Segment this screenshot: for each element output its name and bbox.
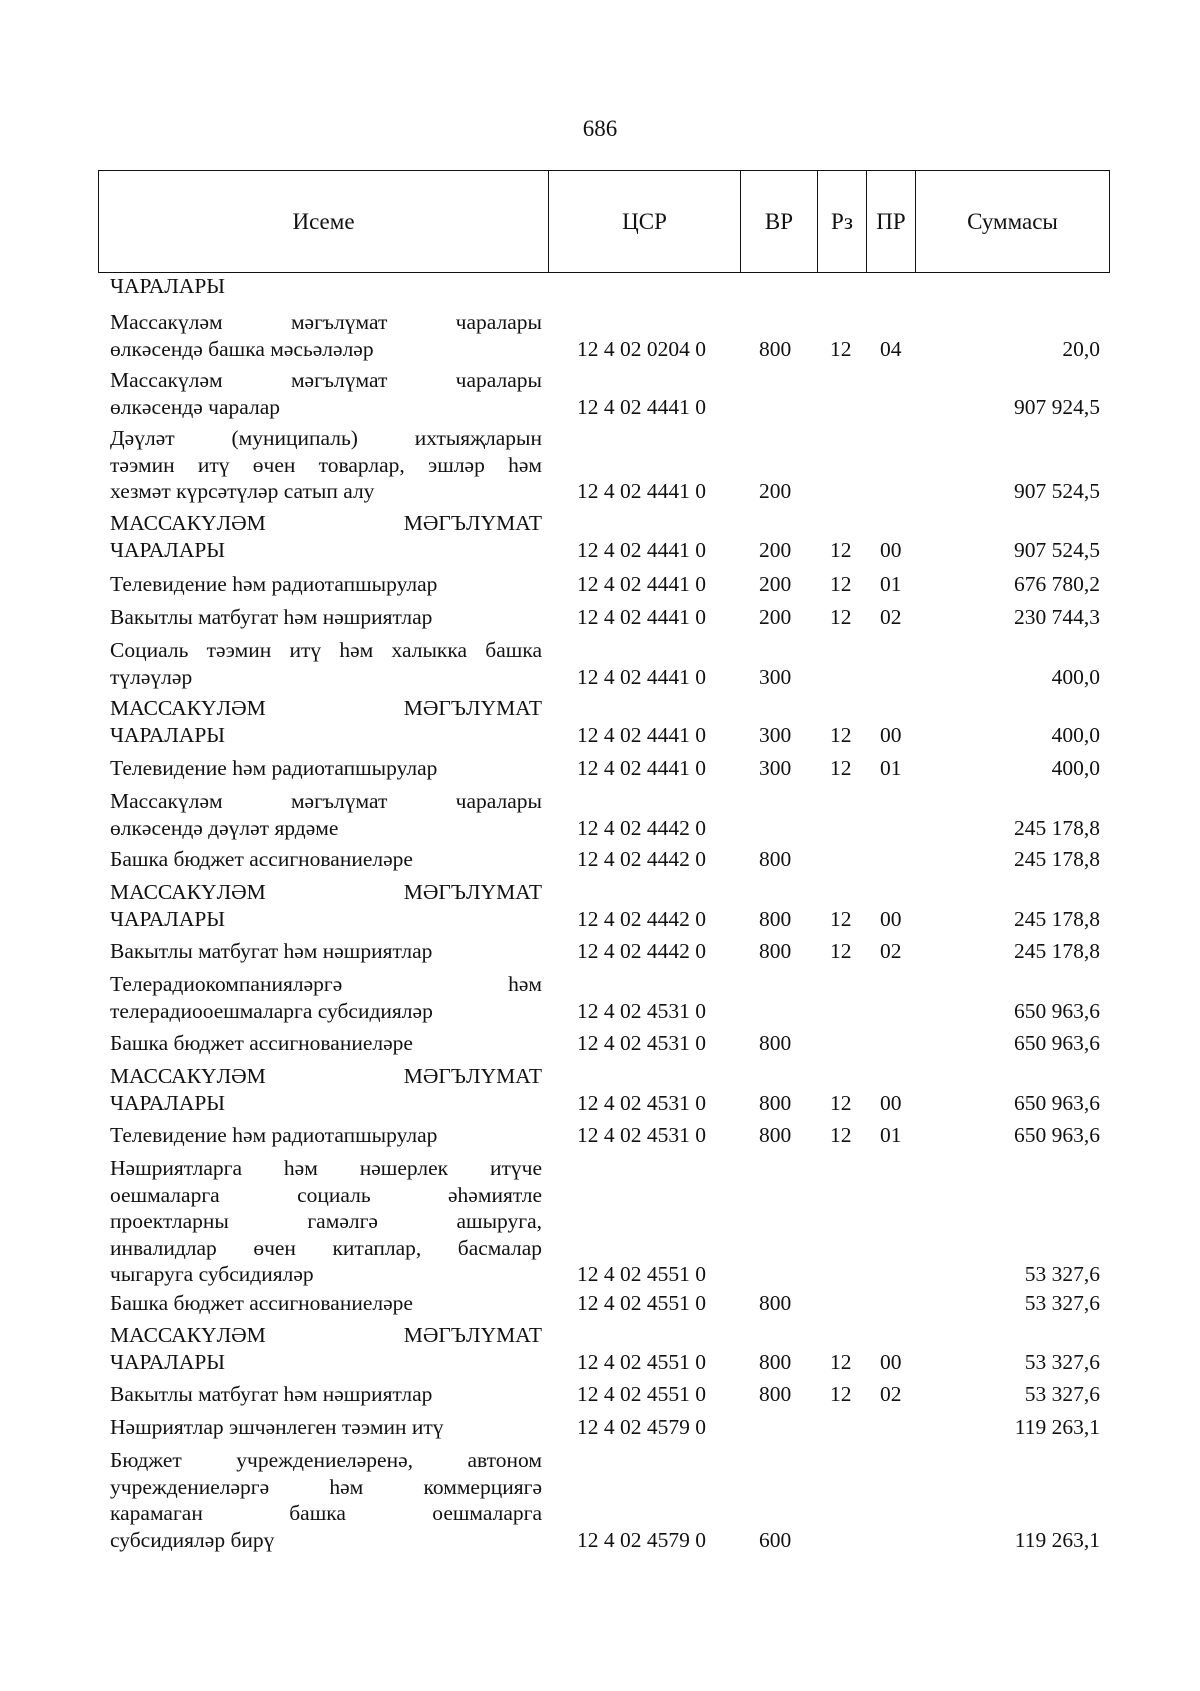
- row-vr: 200: [759, 479, 792, 503]
- row-pr: 02: [880, 939, 902, 963]
- row-name-line: тәэмин итү өчен товарлар, эшләр һәм: [110, 452, 542, 477]
- row-csr: 12 4 02 4441 0: [577, 664, 706, 689]
- row-name-line: Башка бюджет ассигнованиеләре: [110, 847, 413, 871]
- row-name-line: проектларны гамәлгә ашыруга,: [110, 1209, 542, 1233]
- row-sum: 907 524,5: [1014, 537, 1100, 562]
- row-name: [110, 273, 542, 300]
- row-name-line: МАССАКҮЛӘМ МӘГЪЛҮМАТ: [110, 511, 542, 535]
- table-row: [0, 755, 1200, 782]
- table-row: [0, 637, 1200, 690]
- row-name-line: ЧАРАЛАРЫ: [110, 1090, 226, 1115]
- row-name-line: учреждениеләргә һәм коммерциягә: [110, 1474, 542, 1499]
- row-name: [110, 1030, 542, 1057]
- row-vr: 800: [759, 906, 792, 931]
- row-name-line: Нәшриятлар эшчәнлеген тәэмин итү: [110, 1415, 444, 1439]
- row-rz: 12: [830, 1349, 852, 1374]
- row-vr: 800: [759, 939, 792, 963]
- row-sum: 53 327,6: [1024, 1382, 1100, 1406]
- row-sum: 119 263,1: [1014, 1527, 1100, 1552]
- row-rz: 12: [830, 906, 852, 931]
- row-name: [110, 695, 542, 748]
- row-vr: 800: [759, 847, 792, 871]
- table-row: [0, 1414, 1200, 1441]
- row-pr: 00: [880, 1090, 902, 1115]
- row-name: [110, 571, 542, 598]
- table-row: [0, 1155, 1200, 1288]
- row-sum: 400,0: [1051, 664, 1100, 689]
- row-sum: 53 327,6: [1024, 1262, 1100, 1286]
- row-name: [110, 788, 542, 841]
- table-row: [0, 1122, 1200, 1149]
- row-pr: 00: [880, 537, 902, 562]
- row-sum: 650 963,6: [1014, 998, 1100, 1023]
- row-sum: 907 924,5: [1014, 394, 1100, 419]
- table-row: [0, 695, 1200, 748]
- row-name-line: өлкәсендә дәүләт ярдәме: [110, 815, 339, 840]
- row-name-line: карамаган башка оешмаларга: [110, 1501, 542, 1525]
- table-row: [0, 1063, 1200, 1116]
- row-rz: 12: [830, 336, 852, 361]
- row-name-line: МАССАКҮЛӘМ МӘГЪЛҮМАТ: [110, 880, 542, 904]
- row-name-line: ЧАРАЛАРЫ: [110, 1349, 226, 1374]
- row-name: [110, 938, 542, 965]
- row-name-line: МАССАКҮЛӘМ МӘГЪЛҮМАТ: [110, 1064, 542, 1088]
- row-name-line: Массакүләм мәгълүмат чаралары: [110, 368, 542, 392]
- table-row: [0, 1381, 1200, 1408]
- row-csr: 12 4 02 4442 0: [577, 939, 706, 963]
- row-rz: 12: [830, 572, 852, 596]
- row-name-line: Телевидение һәм радиотапшырулар: [110, 572, 438, 596]
- row-name-line: ЧАРАЛАРЫ: [110, 906, 226, 931]
- row-sum: 20,0: [1062, 336, 1100, 361]
- row-name-line: оешмаларга социаль әһәмиятле: [110, 1182, 542, 1207]
- row-name: [110, 510, 542, 563]
- table-row: [0, 425, 1200, 505]
- row-csr: 12 4 02 4442 0: [577, 815, 706, 840]
- row-name-line: түләүләр: [110, 664, 193, 689]
- row-vr: 200: [759, 537, 792, 562]
- header-name: Исеме: [99, 171, 549, 272]
- row-pr: 01: [880, 1123, 902, 1147]
- table-row: [0, 938, 1200, 965]
- row-name: [110, 755, 542, 782]
- row-name-line: Бюджет учреждениеләренә, автоном: [110, 1448, 542, 1472]
- row-name-line: телерадиооешмаларга субсидияләр: [110, 998, 433, 1023]
- table-row: [0, 846, 1200, 873]
- row-sum: 907 524,5: [1014, 479, 1100, 503]
- row-vr: 200: [759, 605, 792, 629]
- header-csr: ЦСР: [549, 171, 741, 272]
- table-row: [0, 273, 1200, 300]
- row-name: [110, 1381, 542, 1408]
- header-vr: ВР: [741, 171, 818, 272]
- row-rz: 12: [830, 939, 852, 963]
- row-csr: 12 4 02 4531 0: [577, 998, 706, 1023]
- row-name-line: өлкәсендә башка мәсьәләләр: [110, 336, 374, 361]
- row-pr: 00: [880, 906, 902, 931]
- row-rz: 12: [830, 605, 852, 629]
- row-name: [110, 1447, 542, 1553]
- row-sum: 400,0: [1051, 756, 1100, 780]
- row-csr: 12 4 02 4441 0: [577, 572, 706, 596]
- row-vr: 200: [759, 572, 792, 596]
- table-row: [0, 1030, 1200, 1057]
- row-name-line: Телевидение һәм радиотапшырулар: [110, 1123, 438, 1147]
- row-name-line: ЧАРАЛАРЫ: [110, 537, 226, 562]
- row-pr: 01: [880, 572, 902, 596]
- row-name: [110, 425, 542, 505]
- row-sum: 245 178,8: [1014, 847, 1100, 871]
- row-csr: 12 4 02 4551 0: [577, 1349, 706, 1374]
- table-row: [0, 309, 1200, 362]
- row-csr: 12 4 02 4579 0: [577, 1415, 706, 1439]
- row-rz: 12: [830, 756, 852, 780]
- row-sum: 245 178,8: [1014, 906, 1100, 931]
- row-rz: 12: [830, 1123, 852, 1147]
- page-number: 686: [582, 116, 618, 141]
- row-csr: 12 4 02 4441 0: [577, 605, 706, 629]
- row-name-line: МАССАКҮЛӘМ МӘГЪЛҮМАТ: [110, 696, 542, 720]
- row-sum: 245 178,8: [1014, 939, 1100, 963]
- row-sum: 230 744,3: [1014, 605, 1100, 629]
- row-name-line: Вакытлы матбугат һәм нәшриятлар: [110, 1382, 433, 1406]
- row-csr: 12 4 02 4551 0: [577, 1382, 706, 1406]
- row-vr: 800: [759, 1090, 792, 1115]
- row-vr: 800: [759, 1349, 792, 1374]
- table-row: [0, 604, 1200, 631]
- row-vr: 300: [759, 756, 792, 780]
- row-pr: 02: [880, 1382, 902, 1406]
- header-pr: ПР: [867, 171, 916, 272]
- row-name-line: Массакүләм мәгълүмат чаралары: [110, 310, 542, 334]
- row-sum: 676 780,2: [1014, 572, 1100, 596]
- row-csr: 12 4 02 4441 0: [577, 722, 706, 747]
- table-header: [98, 170, 1110, 273]
- row-name-line: Башка бюджет ассигнованиеләре: [110, 1291, 413, 1315]
- row-vr: 800: [759, 1123, 792, 1147]
- row-name: [110, 879, 542, 932]
- row-name: [110, 1322, 542, 1375]
- row-vr: 300: [759, 722, 792, 747]
- row-csr: 12 4 02 4531 0: [577, 1031, 706, 1055]
- row-vr: 800: [759, 336, 792, 361]
- row-sum: 53 327,6: [1024, 1349, 1100, 1374]
- row-sum: 53 327,6: [1024, 1291, 1100, 1315]
- row-csr: 12 4 02 4441 0: [577, 479, 706, 503]
- row-sum: 650 963,6: [1014, 1123, 1100, 1147]
- table-row: [0, 1290, 1200, 1317]
- row-csr: 12 4 02 4442 0: [577, 906, 706, 931]
- header-sum: Суммасы: [967, 208, 1058, 234]
- row-rz: 12: [830, 722, 852, 747]
- row-vr: 800: [759, 1031, 792, 1055]
- row-name-line: хезмәт күрсәтүләр сатып алу: [110, 479, 375, 503]
- row-csr: 12 4 02 4551 0: [577, 1262, 706, 1286]
- row-vr: 800: [759, 1291, 792, 1315]
- row-name-line: Башка бюджет ассигнованиеләре: [110, 1031, 413, 1055]
- row-pr: 00: [880, 722, 902, 747]
- row-csr: 12 4 02 4441 0: [577, 537, 706, 562]
- row-name-line: Дәүләт (муниципаль) ихтыяҗларын: [110, 426, 542, 450]
- row-csr: 12 4 02 4441 0: [577, 756, 706, 780]
- row-sum: 245 178,8: [1014, 815, 1100, 840]
- row-name-line: чыгаруга субсидияләр: [110, 1262, 314, 1286]
- header-rz: Рз: [818, 171, 867, 272]
- row-name: [110, 309, 542, 362]
- table-row: [0, 510, 1200, 563]
- row-vr: 800: [759, 1382, 792, 1406]
- row-name-line: Телерадиокомпанияләргә һәм: [110, 972, 542, 996]
- row-name: [110, 1122, 542, 1149]
- row-name: [110, 1290, 542, 1317]
- table-row: [0, 788, 1200, 841]
- row-pr: 00: [880, 1349, 902, 1374]
- row-name-line: Телевидение һәм радиотапшырулар: [110, 756, 438, 780]
- row-pr: 04: [880, 336, 902, 361]
- row-csr: 12 4 02 4551 0: [577, 1291, 706, 1315]
- row-sum: 400,0: [1051, 722, 1100, 747]
- table-row: [0, 1322, 1200, 1375]
- row-rz: 12: [830, 537, 852, 562]
- row-csr: 12 4 02 4441 0: [577, 394, 706, 419]
- row-vr: 600: [759, 1527, 792, 1552]
- row-name: [110, 604, 542, 631]
- row-csr: 12 4 02 0204 0: [577, 336, 706, 361]
- row-name-line: МАССАКҮЛӘМ МӘГЪЛҮМАТ: [110, 1323, 542, 1347]
- table-row: [0, 571, 1200, 598]
- row-pr: 02: [880, 605, 902, 629]
- table-row: [0, 879, 1200, 932]
- row-sum: 650 963,6: [1014, 1031, 1100, 1055]
- row-vr: 300: [759, 664, 792, 689]
- row-csr: 12 4 02 4579 0: [577, 1527, 706, 1552]
- row-name-line: ЧАРАЛАРЫ: [110, 722, 226, 747]
- row-name-line: инвалидлар өчен китаплар, басмалар: [110, 1235, 542, 1260]
- table-row: [0, 1447, 1200, 1553]
- row-name: [110, 1063, 542, 1116]
- row-csr: 12 4 02 4442 0: [577, 847, 706, 871]
- row-rz: 12: [830, 1090, 852, 1115]
- table-row: [0, 367, 1200, 420]
- table-row: [0, 971, 1200, 1024]
- row-name-line: өлкәсендә чаралар: [110, 394, 281, 419]
- row-pr: 01: [880, 756, 902, 780]
- row-name-line: Вакытлы матбугат һәм нәшриятлар: [110, 939, 433, 963]
- row-name: [110, 367, 542, 420]
- row-rz: 12: [830, 1382, 852, 1406]
- row-csr: 12 4 02 4531 0: [577, 1090, 706, 1115]
- row-name-line: Нәшриятларга һәм нәшерлек итүче: [110, 1156, 542, 1180]
- row-name-line: Социаль тәэмин итү һәм халыкка башка: [110, 638, 542, 662]
- row-csr: 12 4 02 4531 0: [577, 1123, 706, 1147]
- row-name: [110, 637, 542, 690]
- row-name: [110, 971, 542, 1024]
- row-sum: 119 263,1: [1014, 1415, 1100, 1439]
- row-name: [110, 846, 542, 873]
- row-name: [110, 1414, 542, 1441]
- row-sum: 650 963,6: [1014, 1090, 1100, 1115]
- row-name: [110, 1155, 542, 1288]
- row-name-line: ЧАРАЛАРЫ: [110, 274, 226, 298]
- row-name-line: Вакытлы матбугат һәм нәшриятлар: [110, 605, 433, 629]
- row-name-line: субсидияләр бирү: [110, 1527, 275, 1552]
- row-name-line: Массакүләм мәгълүмат чаралары: [110, 789, 542, 813]
